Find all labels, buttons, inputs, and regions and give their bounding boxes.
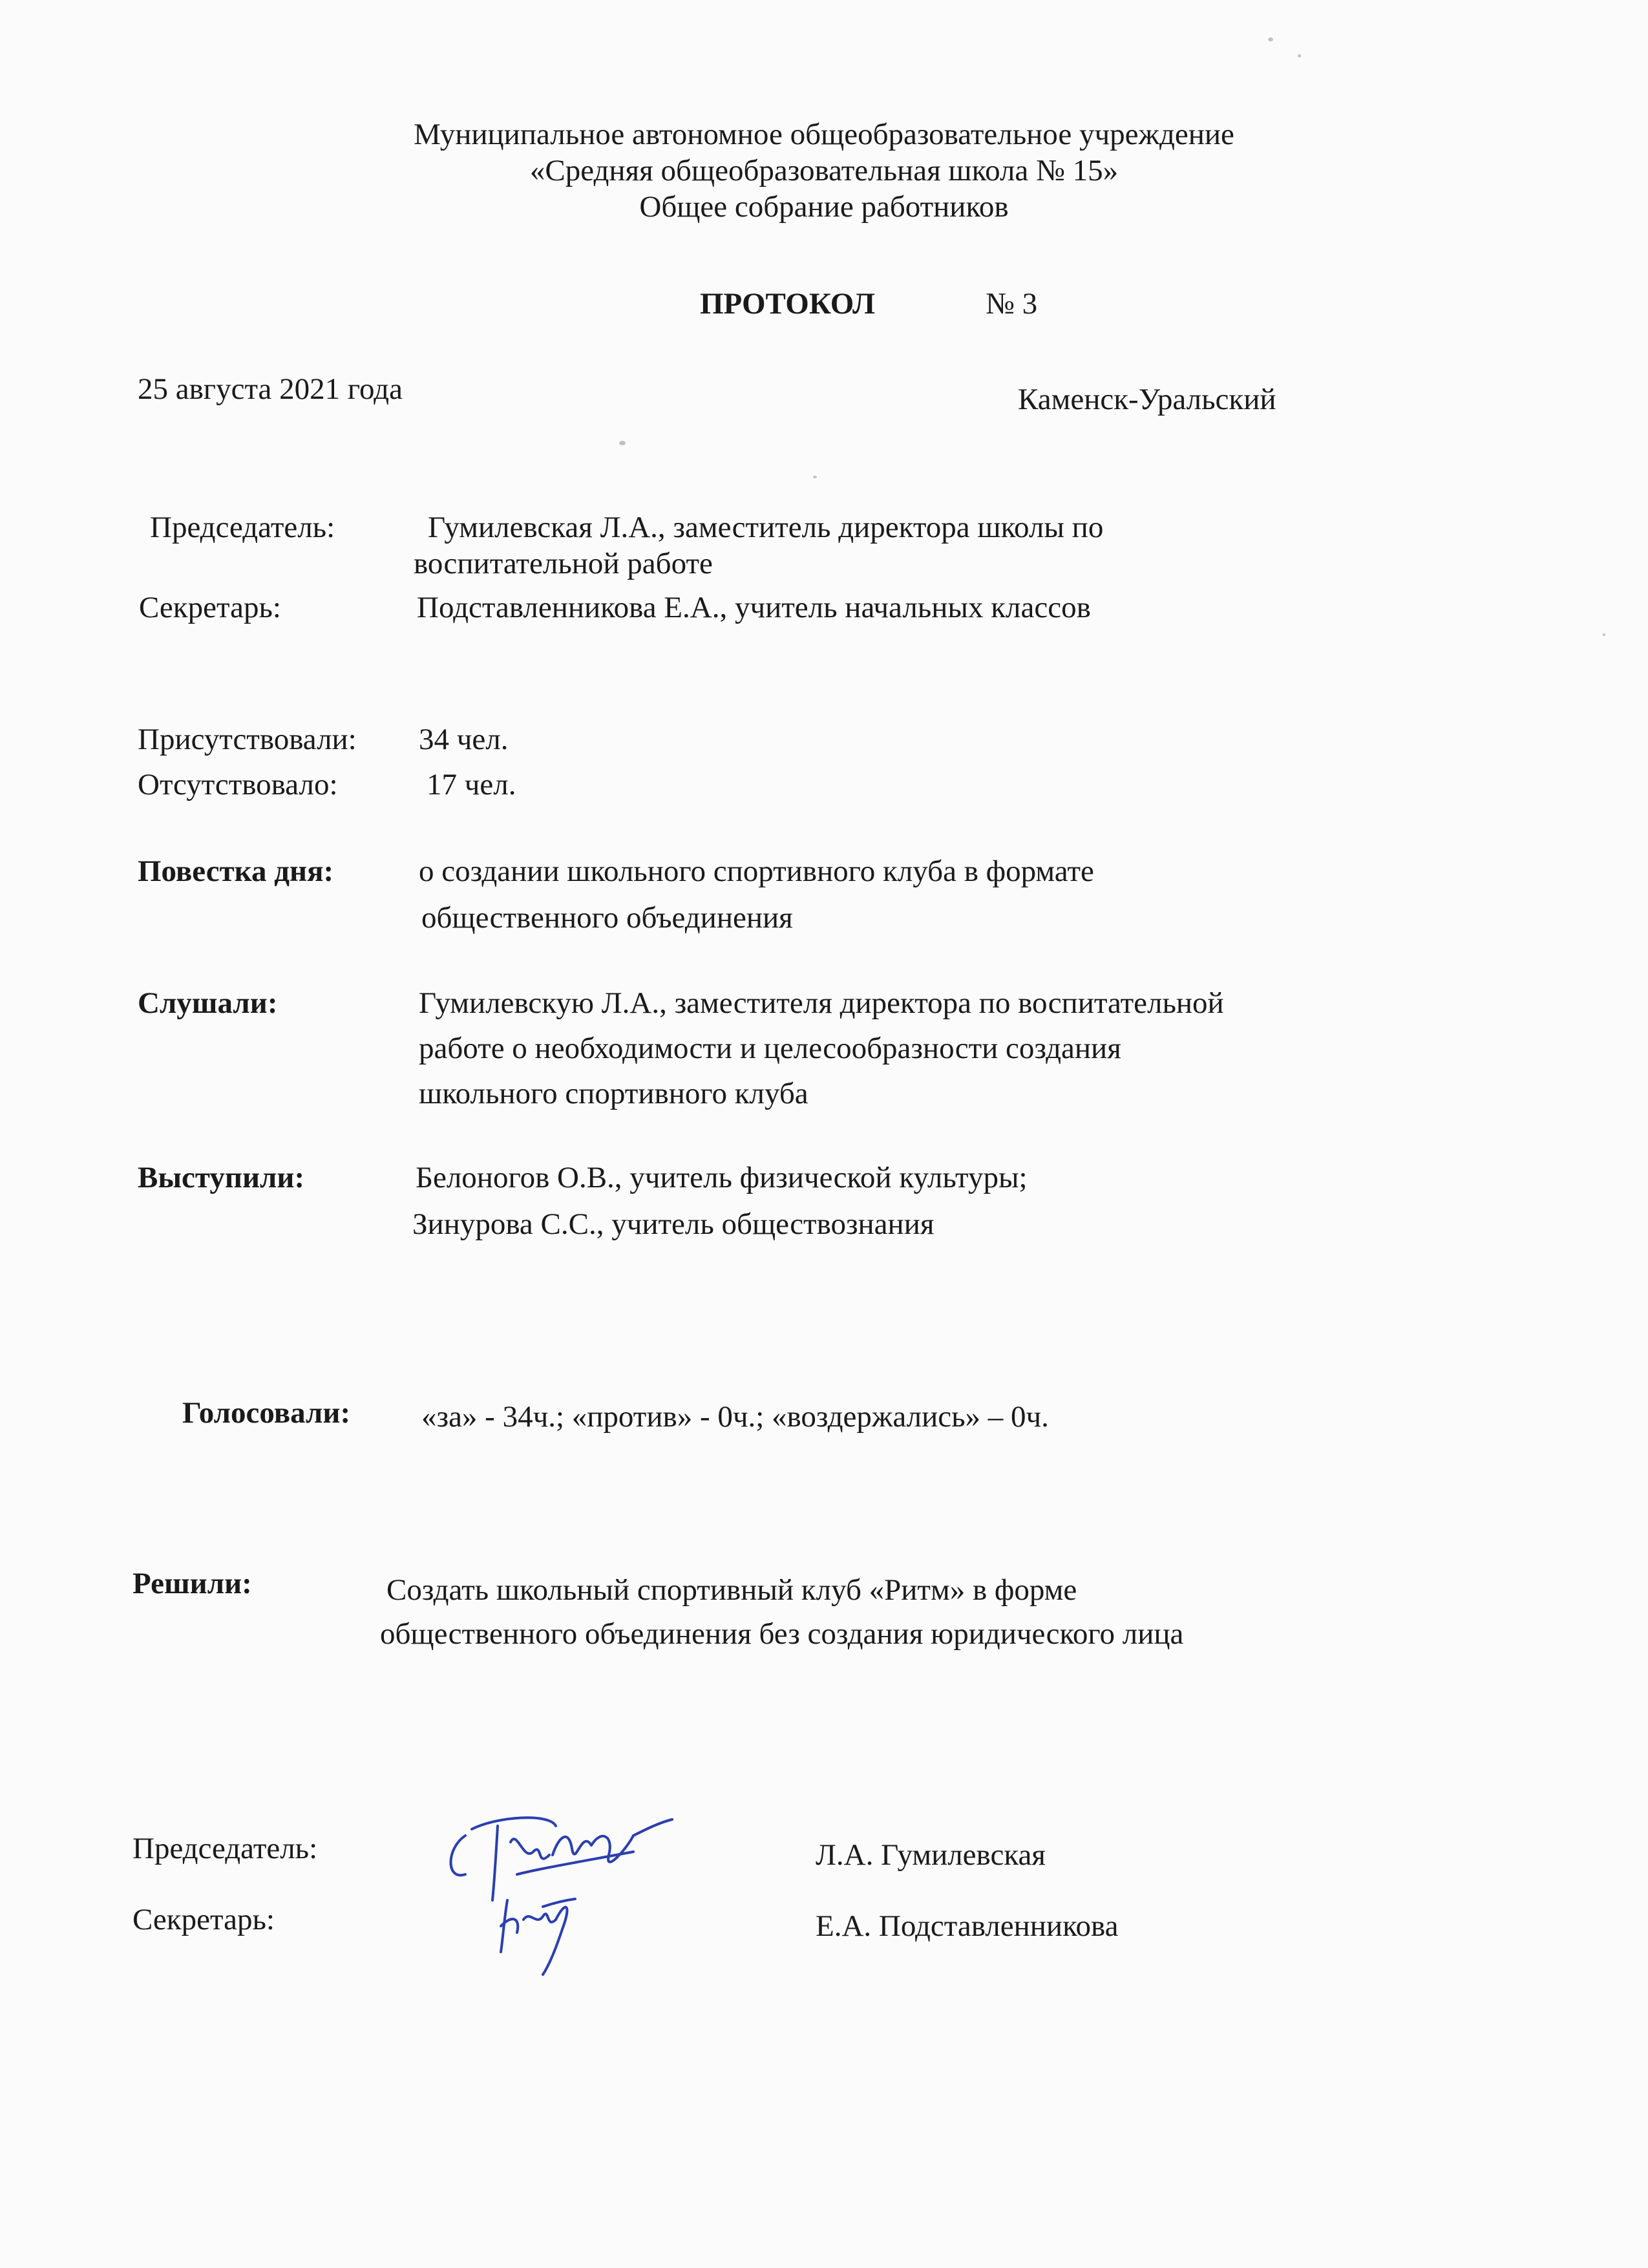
heard-label: Слушали: xyxy=(138,986,278,1020)
decision-line2: общественного объединения без создания юридического лица xyxy=(380,1617,1184,1651)
protocol-city: Каменск-Уральский xyxy=(1018,383,1276,416)
chair-value-line2: воспитательной работе xyxy=(414,547,713,580)
scan-speck xyxy=(813,476,817,478)
absent-label: Отсутствовало: xyxy=(138,768,338,801)
protocol-title: ПРОТОКОЛ xyxy=(700,287,875,321)
decision-label: Решили: xyxy=(132,1567,252,1600)
present-label: Присутствовали: xyxy=(138,723,357,756)
speakers-line2: Зинурова С.С., учитель обществознания xyxy=(412,1207,935,1241)
speakers-line1: Белоногов О.В., учитель физической культуры; xyxy=(416,1161,1028,1194)
handwritten-signatures xyxy=(439,1790,711,1984)
sign-chair-label: Председатель: xyxy=(132,1832,318,1865)
chair-value-line1: Гумилевская Л.А., заместитель директора школы по xyxy=(428,511,1104,544)
vote-label: Голосовали: xyxy=(182,1396,351,1430)
scan-speck xyxy=(1603,633,1605,636)
secretary-value: Подставленникова Е.А., учитель начальных классов xyxy=(417,591,1091,624)
header-school: «Средняя общеобразовательная школа № 15» xyxy=(529,154,1119,187)
header-assembly: Общее собрание работников xyxy=(639,190,1009,224)
heard-line2: работе о необходимости и целесообразности создания xyxy=(419,1032,1121,1065)
absent-value: 17 чел. xyxy=(427,768,516,801)
present-value: 34 чел. xyxy=(419,723,509,756)
agenda-label: Повестка дня: xyxy=(138,854,334,888)
scan-speck xyxy=(1298,54,1301,58)
scan-speck xyxy=(619,441,626,445)
scan-speck xyxy=(1268,37,1273,41)
heard-line1: Гумилевскую Л.А., заместителя директора по воспитательной xyxy=(419,986,1224,1020)
protocol-date: 25 августа 2021 года xyxy=(138,372,403,406)
chair-label: Председатель: xyxy=(150,511,335,544)
protocol-number: № 3 xyxy=(986,287,1038,321)
vote-value: «за» - 34ч.; «против» - 0ч.; «воздержались» – 0ч. xyxy=(421,1400,1049,1434)
sign-secretary-label: Секретарь: xyxy=(132,1903,275,1936)
agenda-line1: о создании школьного спортивного клуба в формате xyxy=(419,854,1094,888)
secretary-label: Секретарь: xyxy=(139,591,281,624)
speakers-label: Выступили: xyxy=(138,1161,305,1194)
heard-line3: школьного спортивного клуба xyxy=(419,1077,808,1110)
sign-chair-name: Л.А. Гумилевская xyxy=(816,1838,1046,1872)
agenda-line2: общественного объединения xyxy=(421,901,793,935)
header-institution: Муниципальное автономное общеобразовательное учреждение xyxy=(414,118,1234,151)
decision-line1: Создать школьный спортивный клуб «Ритм» в форме xyxy=(386,1573,1077,1607)
sign-secretary-name: Е.А. Подставленникова xyxy=(816,1909,1119,1943)
